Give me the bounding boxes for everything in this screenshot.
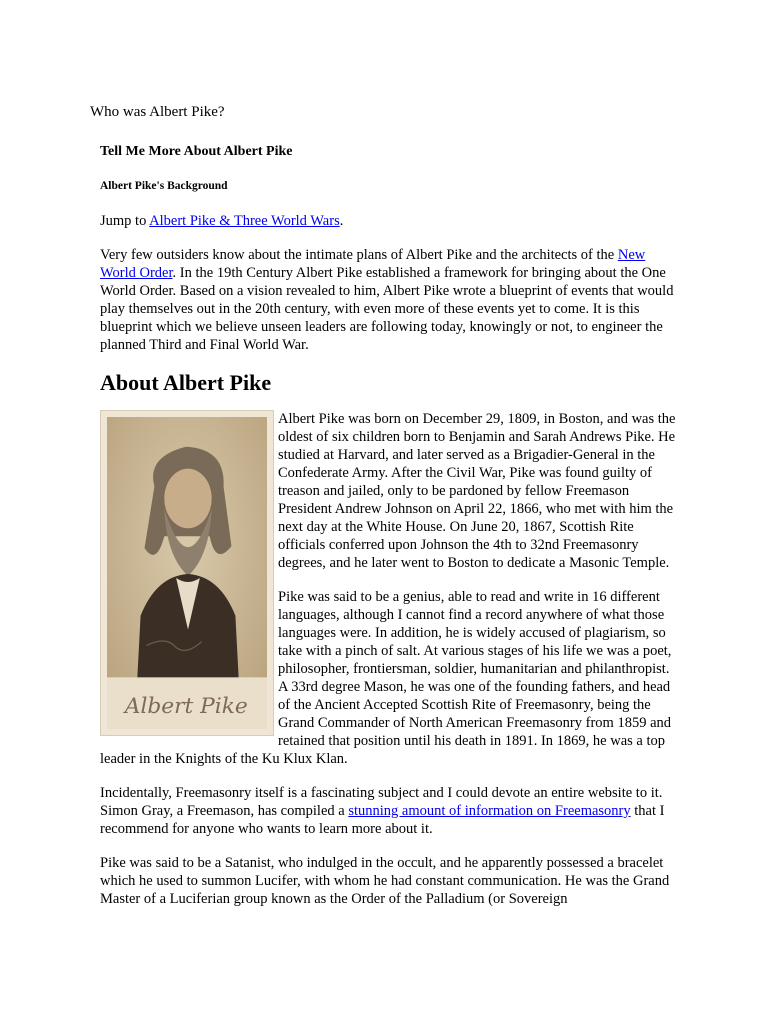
bio-paragraph-1: Albert Pike was born on December 29, 1809, in Boston, and was the oldest of six children born to Benjamin and Sarah Andrews Pike. He studied at Harvard, and later served as a Brigadier-General in the Confederate Army. After the Civil War, Pike was found guilty of treason and jailed, only to be pardoned by fellow Freemason President Andrew Johnson on April 22, 1866, who met with him the next day at the White House. On June 20, 1867, Scottish Rite officials conferred upon Johnson the 4th to 32nd Freemasonry degrees, and he later went to Boston to dedicate a Masonic Temple. (278, 411, 676, 571)
intro-paragraph: Very few outsiders know about the intimate plans of Albert Pike and the architects of the New World Order. In the 19th Century Albert Pike established a framework for bringing about the One World Order. Based on a vision revealed to him, Albert Pike wrote a blueprint of events that would play themselves out in the 20th century, with even more of these events yet to come. It is this blueprint which we believe unseen leaders are following today, knowingly or not, to engineer the planned Third and Final World War. (100, 247, 674, 353)
portrait-signature: Albert Pike (124, 694, 248, 720)
new-world-order-link[interactable]: New World Order (100, 247, 646, 281)
document-title: Who was Albert Pike? (90, 104, 225, 120)
jump-paragraph: Jump to Albert Pike & Three World Wars. (100, 213, 344, 229)
about-heading: About Albert Pike (100, 370, 272, 395)
freemasonry-info-link[interactable]: stunning amount of information on Freemasonry (348, 803, 631, 819)
portrait-image (107, 417, 267, 729)
bio-paragraph-2: Pike was said to be a genius, able to read and write in 16 different languages, although I cannot find a record anywhere of what those languages were. In addition, he is widely accused of plagiarism, so take with a pinch of salt. At various stages of his life we was a poet, philosopher, frontiersman, soldier, humanitarian and philanthropist. A 33rd degree Mason, he was one of the founding fathers, and head of the Ancient Accepted Scottish Rite of Freemasonry, being the Grand Commander of North American Freemasonry from 1859 and retained that position until his death in 1891. In 1869, he was a top leader in the Knights of the Ku Klux Klan. (100, 589, 672, 767)
article-body (100, 212, 680, 924)
jump-link-three-world-wars[interactable]: Albert Pike & Three World Wars (149, 213, 340, 229)
satanist-paragraph: Pike was said to be a Satanist, who indulged in the occult, and he apparently possessed a bracelet which he used to summon Lucifer, with whom he had constant communication. He was the Grand Master of a Luciferian group known as the Order of the Palladium (or Sovereign (100, 855, 670, 907)
freemasonry-paragraph: Incidentally, Freemasonry itself is a fascinating subject and I could devote an entire website to it. Simon Gray, a Freemason, has compiled a stunning amount of information on Freemasonry that I recommend for anyone who wants to learn more about it. (100, 785, 665, 837)
background-heading: Albert Pike's Background (100, 180, 228, 192)
tell-me-more-heading: Tell Me More About Albert Pike (100, 144, 293, 159)
albert-pike-portrait (100, 410, 274, 736)
